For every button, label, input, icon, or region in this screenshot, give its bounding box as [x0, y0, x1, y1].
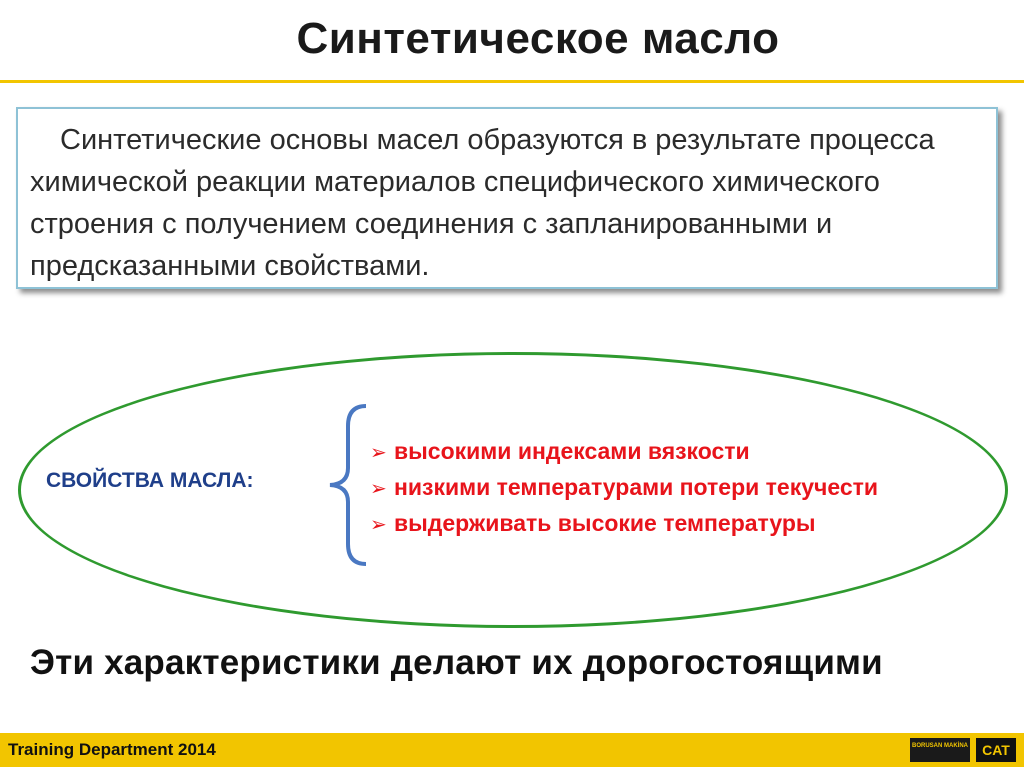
arrow-bullet-icon: ➢	[370, 514, 387, 536]
list-item: ➢ низкими температурами потери текучести	[370, 470, 878, 506]
arrow-bullet-icon: ➢	[370, 478, 387, 500]
definition-text: Синтетические основы масел образуются в результате процесса химической реакции материалов специфического химического строения с получением соединения с запланированными и предсказанными свойствами.	[30, 124, 935, 282]
footer-bar	[0, 733, 1024, 767]
list-item: ➢ высокими индексами вязкости	[370, 434, 878, 470]
footer-text: Training Department 2014	[8, 740, 216, 759]
arrow-bullet-icon: ➢	[370, 442, 387, 464]
cat-logo: CAT	[976, 738, 1016, 762]
properties-label: СВОЙСТВА МАСЛА:	[46, 469, 254, 492]
properties-list	[370, 434, 878, 542]
borusan-logo: BORUSAN MAKİNA	[910, 738, 970, 762]
conclusion-text: Эти характеристики делают их дорогостоящими	[30, 643, 883, 682]
list-item: ➢ выдерживать высокие температуры	[370, 506, 878, 542]
slide-title: Синтетическое масло	[296, 14, 780, 63]
definition-box	[16, 107, 998, 289]
title-divider	[0, 80, 1024, 83]
curly-brace-icon	[320, 400, 370, 570]
